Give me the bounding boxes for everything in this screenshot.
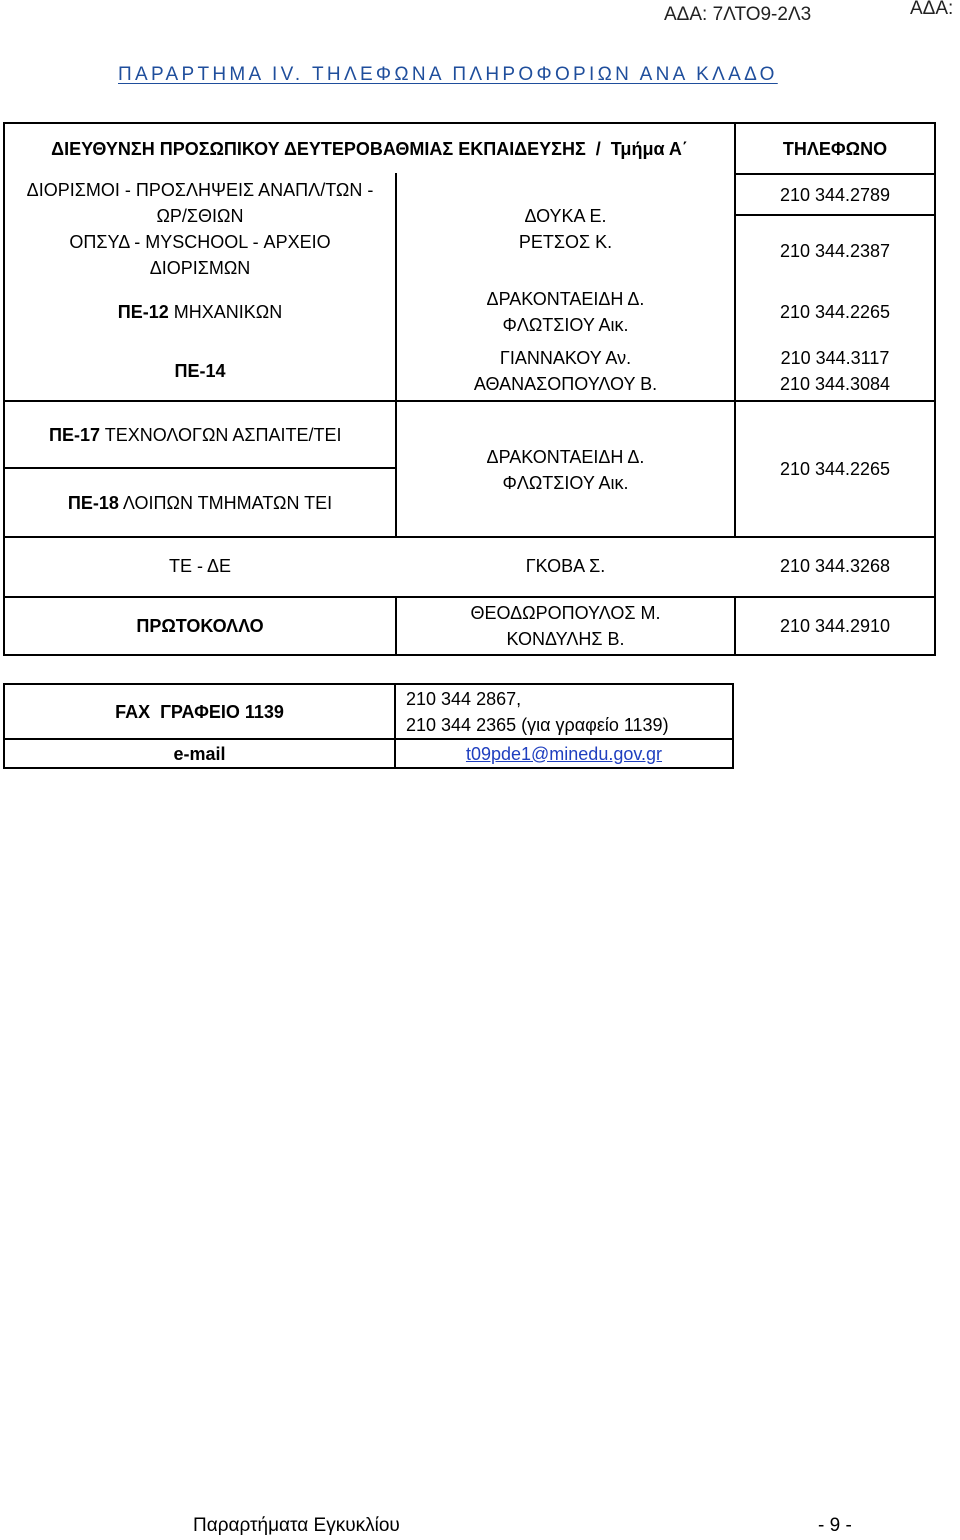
- phones-row3: 210 344.3117 210 344.3084: [779, 348, 891, 394]
- email-link[interactable]: t09pde1@minedu.gov.gr: [465, 743, 663, 764]
- contact-names-row2: ΔΡΑΚΟΝΤΑΕΙΔΗ Δ. ΦΛΩΤΣΙΟΥ Αικ.: [486, 289, 645, 335]
- contact-names-row4: ΔΡΑΚΟΝΤΑΕΙΔΗ Δ. ΦΛΩΤΣΙΟΥ Αικ.: [486, 447, 645, 493]
- ada-code-secondary: ΑΔΑ:: [910, 0, 954, 19]
- section-te-de: ΤΕ - ΔΕ: [168, 556, 232, 576]
- phone-2910: 210 344.2910: [779, 616, 891, 636]
- email-label: e-mail: [173, 743, 226, 764]
- contact-names-row6: ΘΕΟΔΩΡΟΠΟΥΛΟΣ Μ. ΚΟΝΔΥΛΗΣ Β.: [470, 603, 661, 649]
- section-pe18: ΠΕ-18 ΛΟΙΠΩΝ ΤΜΗΜΑΤΩΝ ΤΕΙ: [67, 493, 333, 513]
- contact-names-row1: ΔΟΥΚΑ Ε. ΡΕΤΣΟΣ Κ.: [518, 206, 613, 252]
- phone-2789: 210 344.2789: [779, 185, 891, 205]
- email-cell: [396, 740, 732, 767]
- page-title: ΠΑΡΑΡΤΗΜΑ IV. ΤΗΛΕΦΩΝΑ ΠΛΗΡΟΦΟΡΙΩΝ ΑΝΑ ΚΛΑΔΟ: [118, 64, 778, 85]
- phone-2265-pe12: 210 344.2265: [779, 302, 891, 322]
- page-number: - 9 -: [818, 1515, 852, 1536]
- phone-header: ΤΗΛΕΦΩΝΟ: [782, 139, 888, 159]
- ada-code: ΑΔΑ: 7ΛΤΟ9-2Λ3: [664, 4, 812, 25]
- section-protocol: ΠΡΩΤΟΚΟΛΛΟ: [136, 616, 264, 636]
- phone-3268: 210 344.3268: [779, 556, 891, 576]
- phone-2387: 210 344.2387: [779, 241, 891, 261]
- section-appointments: ΔΙΟΡΙΣΜΟΙ - ΠΡΟΣΛΗΨΕΙΣ ΑΝΑΠΛ/ΤΩΝ - ΩΡ/ΣΘΙΩΝ ΟΠΣΥΔ - MYSCHOOL - ΑΡΧΕΙΟ ΔΙΟΡΙΣΜΩΝ: [26, 180, 374, 278]
- section-pe17: ΠΕ-17 ΤΕΧΝΟΛΟΓΩΝ ΑΣΠΑΙΤΕ/ΤΕΙ: [49, 425, 342, 445]
- fax-numbers: 210 344 2867, 210 344 2365 (για γραφείο 1139): [406, 688, 669, 735]
- contact-names-row3: ΓΙΑΝΝΑΚΟΥ Αν. ΑΘΑΝΑΣΟΠΟΥΛΟΥ Β.: [473, 348, 658, 394]
- fax-label: FAX ΓΡΑΦΕΙΟ 1139: [115, 702, 284, 722]
- footer-title: Παραρτήματα Εγκυκλίου: [193, 1515, 400, 1536]
- section-pe14: ΠΕ-14: [174, 361, 226, 381]
- section-pe12: ΠΕ-12 ΜΗΧΑΝΙΚΩΝ: [117, 302, 283, 322]
- phone-2265-pe17: 210 344.2265: [779, 459, 891, 479]
- contact-name-row5: ΓΚΟΒΑ Σ.: [525, 556, 606, 576]
- department-header: ΔΙΕΥΘΥΝΣΗ ΠΡΟΣΩΠΙΚΟΥ ΔΕΥΤΕΡΟΒΑΘΜΙΑΣ ΕΚΠΑΙΔΕΥΣΗΣ / Τμήμα Α΄: [51, 139, 688, 159]
